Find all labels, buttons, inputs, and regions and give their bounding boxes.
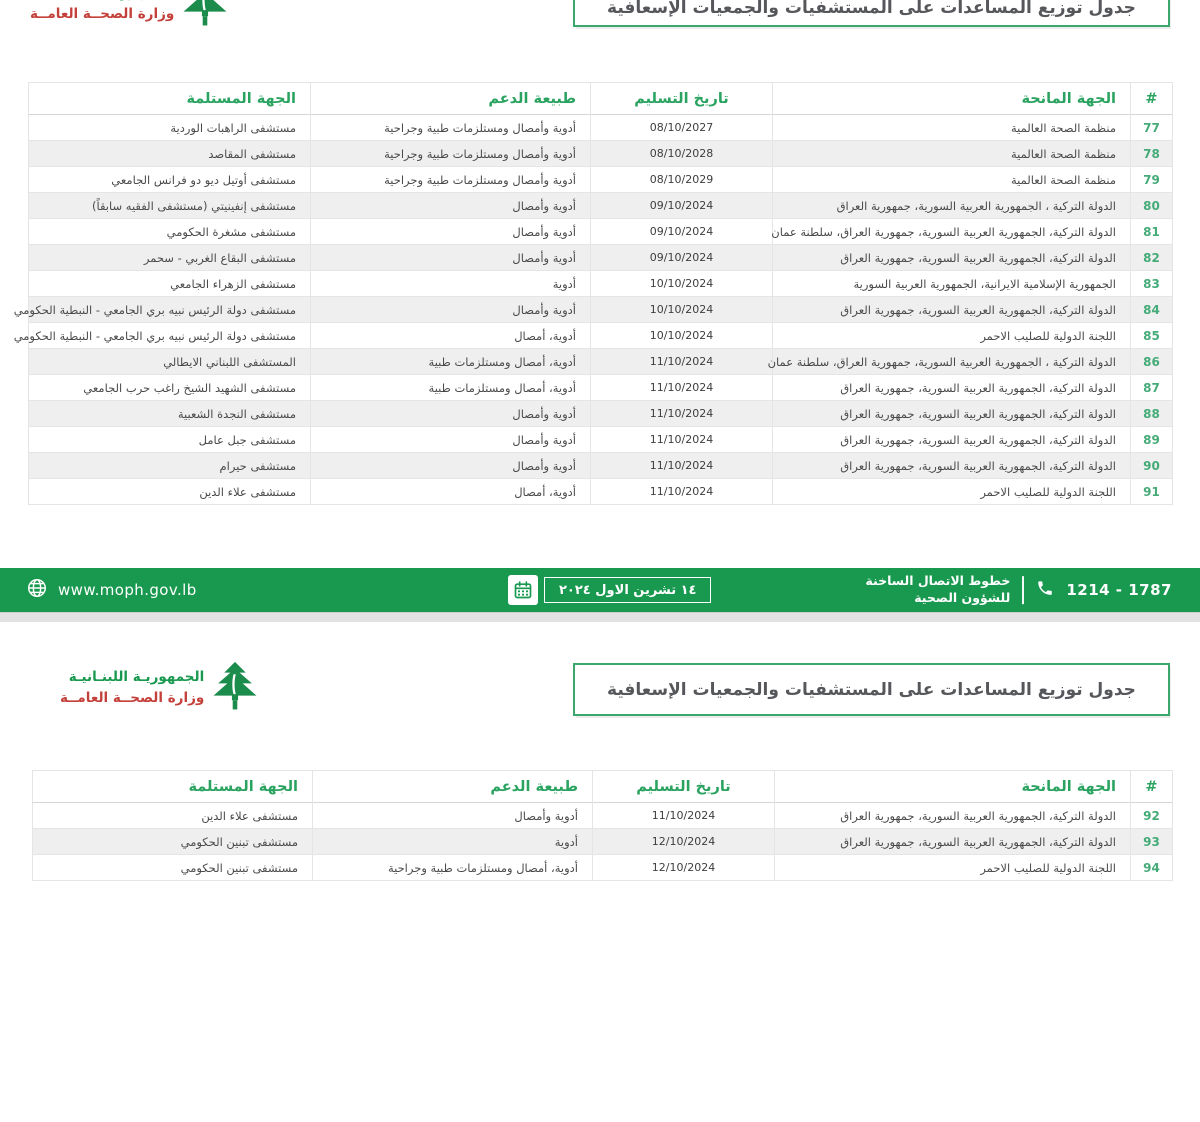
table-row xyxy=(29,271,1173,297)
cell-num: 78 xyxy=(1143,146,1160,161)
cell-support: أدوية وأمصال xyxy=(311,219,591,245)
globe-icon xyxy=(26,577,48,603)
cell-receiver: المستشفى اللبناني الايطالي xyxy=(29,349,311,375)
cell-num: 79 xyxy=(1143,172,1160,187)
cell-receiver: مستشفى علاء الدين xyxy=(29,479,311,505)
cell-date: 12/10/2024 xyxy=(593,855,775,881)
cell-support: أدوية وأمصال ومستلزمات طبية وجراحية xyxy=(311,141,591,167)
cell-donor: الجمهورية الإسلامية الايرانية، الجمهورية العربية السورية xyxy=(773,271,1131,297)
logo-text xyxy=(30,0,174,25)
aid-distribution-table-page2 xyxy=(32,770,1173,881)
cell-donor: الدولة التركية، الجمهورية العربية السورية، جمهورية العراق xyxy=(773,453,1131,479)
col-header-donor: الجهة المانحة xyxy=(775,771,1131,803)
table-row xyxy=(29,167,1173,193)
table-row xyxy=(29,427,1173,453)
cell-support: أدوية وأمصال ومستلزمات طبية وجراحية xyxy=(311,167,591,193)
table-header-row xyxy=(29,83,1173,115)
cell-donor: اللجنة الدولية للصليب الاحمر xyxy=(775,855,1131,881)
cell-num: 80 xyxy=(1143,198,1160,213)
cell-donor: الدولة التركية، الجمهورية العربية السورية، جمهورية العراق xyxy=(773,297,1131,323)
hotline-group xyxy=(865,573,1172,607)
cell-num: 94 xyxy=(1143,860,1160,875)
cell-receiver: مستشفى الشهيد الشيخ راغب حرب الجامعي xyxy=(29,375,311,401)
cell-donor: الدولة التركية، الجمهورية العربية السورية، جمهورية العراق xyxy=(773,401,1131,427)
cell-date: 11/10/2024 xyxy=(591,401,773,427)
cell-num: 93 xyxy=(1143,834,1160,849)
table-row xyxy=(29,375,1173,401)
cell-support: أدوية وأمصال xyxy=(311,193,591,219)
hotline-label-line1: خطوط الاتصال الساخنة xyxy=(865,573,1011,589)
website-url: www.moph.gov.lb xyxy=(58,581,197,599)
report-title: جدول توزيع المساعدات على المستشفيات والجمعيات الإسعافية xyxy=(607,0,1136,18)
cell-support: أدوية وأمصال xyxy=(311,245,591,271)
cell-support: أدوية، أمصال ومستلزمات طبية xyxy=(311,349,591,375)
cell-donor: الدولة التركية، الجمهورية العربية السورية، جمهورية العراق xyxy=(773,427,1131,453)
cell-receiver: مستشفى دولة الرئيس نبيه بري الجامعي - النبطية الحكومي xyxy=(29,297,311,323)
cell-date: 11/10/2024 xyxy=(591,453,773,479)
logo-ministry-text: وزارة الصحــة العامــة xyxy=(30,6,175,22)
cell-support: أدوية xyxy=(313,829,593,855)
table-row xyxy=(29,219,1173,245)
col-header-support-type: طبيعة الدعم xyxy=(311,83,591,115)
cell-date: 08/10/2029 xyxy=(591,167,773,193)
cell-date: 08/10/2027 xyxy=(591,115,773,141)
cell-date: 12/10/2024 xyxy=(593,829,775,855)
cell-support: أدوية وأمصال ومستلزمات طبية وجراحية xyxy=(311,115,591,141)
cell-num: 85 xyxy=(1143,328,1160,343)
cell-date: 10/10/2024 xyxy=(591,297,773,323)
cell-support: أدوية وأمصال xyxy=(311,427,591,453)
cell-receiver: مستشفى الراهبات الوردية xyxy=(29,115,311,141)
hotline-numbers: 1214 - 1787 xyxy=(1066,581,1172,599)
cell-num: 81 xyxy=(1143,224,1160,239)
col-header-delivery-date: تاريخ التسليم xyxy=(591,83,773,115)
report-title-box-page2 xyxy=(573,663,1170,716)
cell-support: أدوية، أمصال xyxy=(311,479,591,505)
col-header-donor: الجهة المانحة xyxy=(773,83,1131,115)
cell-date: 11/10/2024 xyxy=(591,375,773,401)
lebanese-cedar-icon xyxy=(182,0,228,32)
table-row xyxy=(33,855,1173,881)
phone-icon xyxy=(1036,579,1054,601)
cell-receiver: مستشفى حيرام xyxy=(29,453,311,479)
cell-donor: الدولة التركية ، الجمهورية العربية السورية، جمهورية العراق، سلطنة عمان xyxy=(773,349,1131,375)
cell-num: 77 xyxy=(1143,120,1160,135)
col-header-receiver: الجهة المستلمة xyxy=(33,771,313,803)
report-title: جدول توزيع المساعدات على المستشفيات والجمعيات الإسعافية xyxy=(607,679,1136,700)
cell-date: 10/10/2024 xyxy=(591,323,773,349)
cell-date: 11/10/2024 xyxy=(591,427,773,453)
cell-receiver: مستشفى إنفينيتي (مستشفى الفقيه سابقاً) xyxy=(29,193,311,219)
cell-support: أدوية xyxy=(311,271,591,297)
cell-date: 09/10/2024 xyxy=(591,245,773,271)
cell-donor: اللجنة الدولية للصليب الاحمر xyxy=(773,323,1131,349)
table-row xyxy=(29,115,1173,141)
cell-num: 83 xyxy=(1143,276,1160,291)
website-group xyxy=(26,577,197,603)
aid-distribution-table-page1 xyxy=(13,82,1173,505)
cell-date: 11/10/2024 xyxy=(593,803,775,829)
cell-receiver: مستشفى دولة الرئيس نبيه بري الجامعي - النبطية الحكومي xyxy=(29,323,311,349)
cell-date: 11/10/2024 xyxy=(591,479,773,505)
cell-date: 08/10/2028 xyxy=(591,141,773,167)
cell-donor: اللجنة الدولية للصليب الاحمر xyxy=(773,479,1131,505)
col-header-number: # xyxy=(1145,778,1158,795)
cell-receiver: مستشفى البقاع الغربي - سحمر xyxy=(29,245,311,271)
cell-num: 88 xyxy=(1143,406,1160,421)
moph-logo-page2 xyxy=(60,660,258,716)
hotline-label-line2: للشؤون الصحية xyxy=(914,590,1011,605)
cell-receiver: مستشفى تبنين الحكومي xyxy=(33,855,313,881)
cell-support: أدوية وأمصال xyxy=(311,401,591,427)
logo-republic-text: الجمهوريـة اللبنـانيـة xyxy=(68,669,205,686)
cell-receiver: مستشفى أوتيل ديو دو فرانس الجامعي xyxy=(29,167,311,193)
report-title-box-page1 xyxy=(573,0,1170,27)
cell-donor: الدولة التركية، الجمهورية العربية السورية، جمهورية العراق xyxy=(775,803,1131,829)
cell-support: أدوية، أمصال ومستلزمات طبية وجراحية xyxy=(313,855,593,881)
cell-num: 87 xyxy=(1143,380,1160,395)
cell-support: أدوية وأمصال xyxy=(311,453,591,479)
lebanese-cedar-icon xyxy=(212,660,258,716)
cell-receiver: مستشفى المقاصد xyxy=(29,141,311,167)
table-row xyxy=(29,245,1173,271)
cell-date: 09/10/2024 xyxy=(591,193,773,219)
table-row xyxy=(29,349,1173,375)
cell-num: 89 xyxy=(1143,432,1160,447)
table-row xyxy=(33,829,1173,855)
cell-support: أدوية، أمصال xyxy=(311,323,591,349)
table-row xyxy=(29,141,1173,167)
cell-date: 10/10/2024 xyxy=(591,271,773,297)
moph-logo-page1 xyxy=(30,0,228,32)
footer-bar xyxy=(0,568,1200,612)
cell-donor: الدولة التركية، الجمهورية العربية السورية، جمهورية العراق xyxy=(775,829,1131,855)
cell-donor: الدولة التركية، الجمهورية العربية السورية، جمهورية العراق، سلطنة عمان xyxy=(773,219,1131,245)
cell-receiver: مستشفى الزهراء الجامعي xyxy=(29,271,311,297)
table-row xyxy=(33,803,1173,829)
logo-ministry-text: وزارة الصحــة العامــة xyxy=(60,690,205,706)
cell-donor: منظمة الصحة العالمية xyxy=(773,141,1131,167)
cell-donor: الدولة التركية، الجمهورية العربية السورية، جمهورية العراق xyxy=(773,245,1131,271)
table-row xyxy=(29,297,1173,323)
cell-support: أدوية وأمصال xyxy=(311,297,591,323)
cell-support: أدوية، أمصال ومستلزمات طبية xyxy=(311,375,591,401)
table-row xyxy=(29,193,1173,219)
table-row xyxy=(29,479,1173,505)
cell-donor: الدولة التركية ، الجمهورية العربية السورية، جمهورية العراق xyxy=(773,193,1131,219)
cell-receiver: مستشفى جبل عامل xyxy=(29,427,311,453)
cell-num: 90 xyxy=(1143,458,1160,473)
cell-donor: منظمة الصحة العالمية xyxy=(773,115,1131,141)
cell-num: 84 xyxy=(1143,302,1160,317)
hotline-label xyxy=(865,573,1010,607)
cell-receiver: مستشفى النجدة الشعبية xyxy=(29,401,311,427)
cell-num: 92 xyxy=(1143,808,1160,823)
col-header-receiver: الجهة المستلمة xyxy=(29,83,311,115)
table-row xyxy=(29,323,1173,349)
cell-support: أدوية وأمصال xyxy=(313,803,593,829)
col-header-delivery-date: تاريخ التسليم xyxy=(593,771,775,803)
table-header-row xyxy=(33,771,1173,803)
vertical-divider xyxy=(1022,576,1024,604)
cell-donor: الدولة التركية، الجمهورية العربية السورية، جمهورية العراق xyxy=(773,375,1131,401)
calendar-icon xyxy=(508,575,538,605)
cell-num: 91 xyxy=(1143,484,1160,499)
cell-receiver: مستشفى مشغرة الحكومي xyxy=(29,219,311,245)
date-label: ١٤ تشرين الاول ٢٠٢٤ xyxy=(544,577,711,603)
cell-receiver: مستشفى علاء الدين xyxy=(33,803,313,829)
page-separator xyxy=(0,612,1200,622)
col-header-number: # xyxy=(1145,90,1158,107)
date-group xyxy=(508,575,711,605)
table-row xyxy=(29,453,1173,479)
cell-num: 82 xyxy=(1143,250,1160,265)
cell-date: 11/10/2024 xyxy=(591,349,773,375)
cell-date: 09/10/2024 xyxy=(591,219,773,245)
cell-num: 86 xyxy=(1143,354,1160,369)
col-header-support-type: طبيعة الدعم xyxy=(313,771,593,803)
logo-text xyxy=(60,667,204,709)
cell-donor: منظمة الصحة العالمية xyxy=(773,167,1131,193)
cell-receiver: مستشفى تبنين الحكومي xyxy=(33,829,313,855)
table-row xyxy=(29,401,1173,427)
